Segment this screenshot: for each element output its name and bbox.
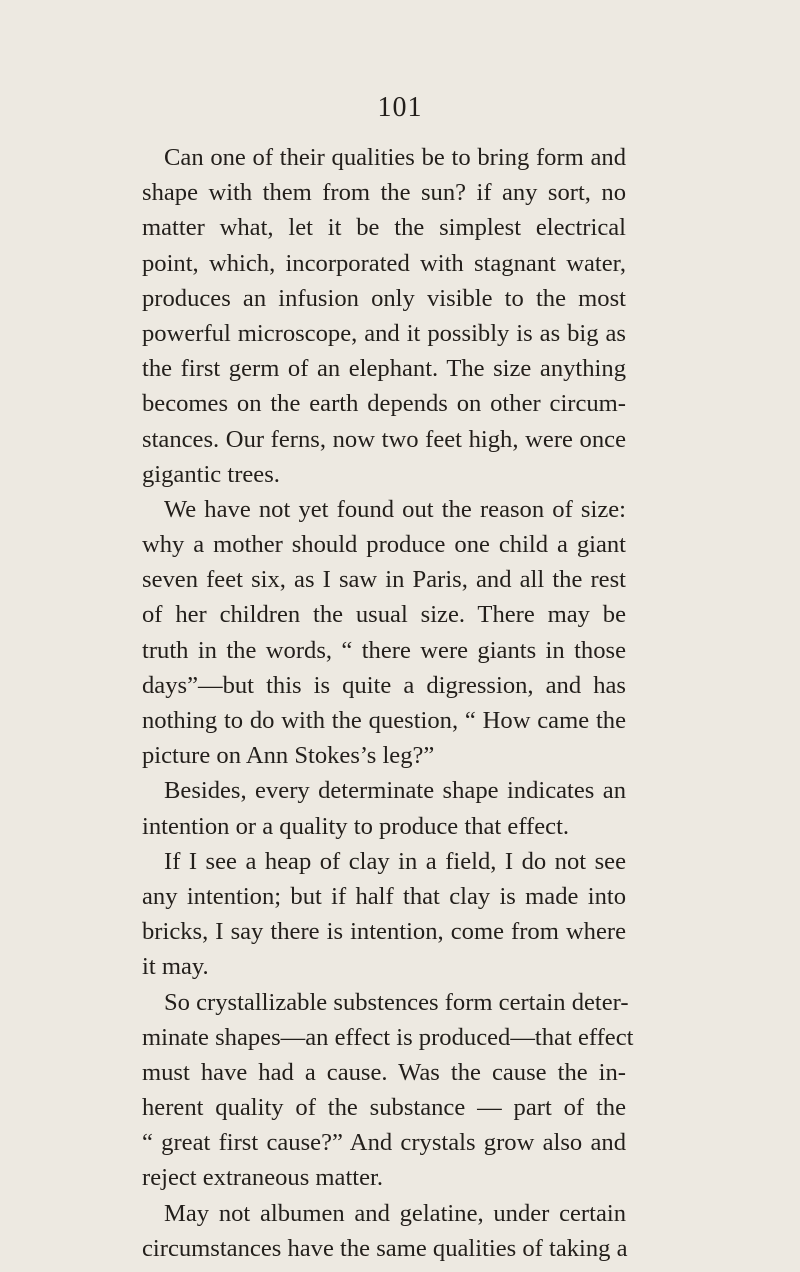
- text-line: point, which, incorporated with stagnant water,: [142, 249, 626, 277]
- text-line: shape with them from the sun? if any sort, no: [142, 179, 626, 207]
- text-line: May not albumen and gelatine, under certain: [164, 1199, 626, 1227]
- text-line: powerful microscope, and it possibly is as big as: [142, 319, 626, 347]
- text-line: matter what, let it be the simplest electrical: [142, 214, 626, 242]
- text-line: nothing to do with the question, “ How came the: [142, 707, 626, 734]
- text-line: why a mother should produce one child a giant: [142, 531, 626, 559]
- text-line: of her children the usual size. There may be: [142, 601, 626, 629]
- text-line: circumstances have the same qualities of taking a: [142, 1234, 628, 1262]
- text-line: Besides, every determinate shape indicates an: [164, 777, 626, 805]
- text-line: any intention; but if half that clay is made into: [142, 882, 626, 910]
- text-line: produces an infusion only visible to the most: [142, 284, 626, 312]
- text-line: reject extraneous matter.: [142, 1164, 384, 1192]
- text-line: the first germ of an elephant. The size anything: [142, 355, 626, 383]
- paragraph-reason-of-size: [142, 492, 626, 774]
- text-line: it may.: [142, 953, 209, 981]
- paragraph-form-and-shape: [142, 140, 626, 492]
- text-line: bricks, I say there is intention, come from where: [142, 918, 626, 946]
- paragraph-crystallizable-substances: [142, 985, 634, 1196]
- text-line: “ great first cause?” And crystals grow also and: [142, 1129, 626, 1157]
- paragraph-heap-of-clay: [142, 844, 626, 985]
- body-text: [142, 140, 634, 1266]
- text-line: stances. Our ferns, now two feet high, were once: [142, 425, 626, 453]
- text-line: days”—but this is quite a digression, and has: [142, 671, 626, 699]
- text-line: truth in the words, “ there were giants in those: [142, 636, 626, 664]
- text-line: seven feet six, as I saw in Paris, and all the rest: [142, 566, 626, 594]
- page-number: 101: [377, 92, 423, 123]
- text-line: becomes on the earth depends on other circum-: [142, 390, 626, 418]
- text-line: So crystallizable substences form certain deter-: [164, 988, 629, 1016]
- paragraph-determinate-shape: [142, 773, 626, 843]
- text-line: If I see a heap of clay in a field, I do not see: [164, 847, 626, 875]
- text-line: must have had a cause. Was the cause the in-: [142, 1058, 626, 1086]
- text-line: picture on Ann Stokes’s leg?”: [142, 742, 435, 770]
- text-line: herent quality of the substance — part of the: [142, 1094, 626, 1122]
- text-line: Can one of their qualities be to bring form and: [164, 144, 626, 171]
- text-line: intention or a quality to produce that effect.: [142, 812, 570, 840]
- text-line: We have not yet found out the reason of size:: [164, 495, 626, 523]
- paragraph-albumen-and-gelatine: [142, 1196, 626, 1266]
- text-line: gigantic trees.: [142, 460, 280, 488]
- text-line: minate shapes—an effect is produced—that effect: [142, 1023, 634, 1051]
